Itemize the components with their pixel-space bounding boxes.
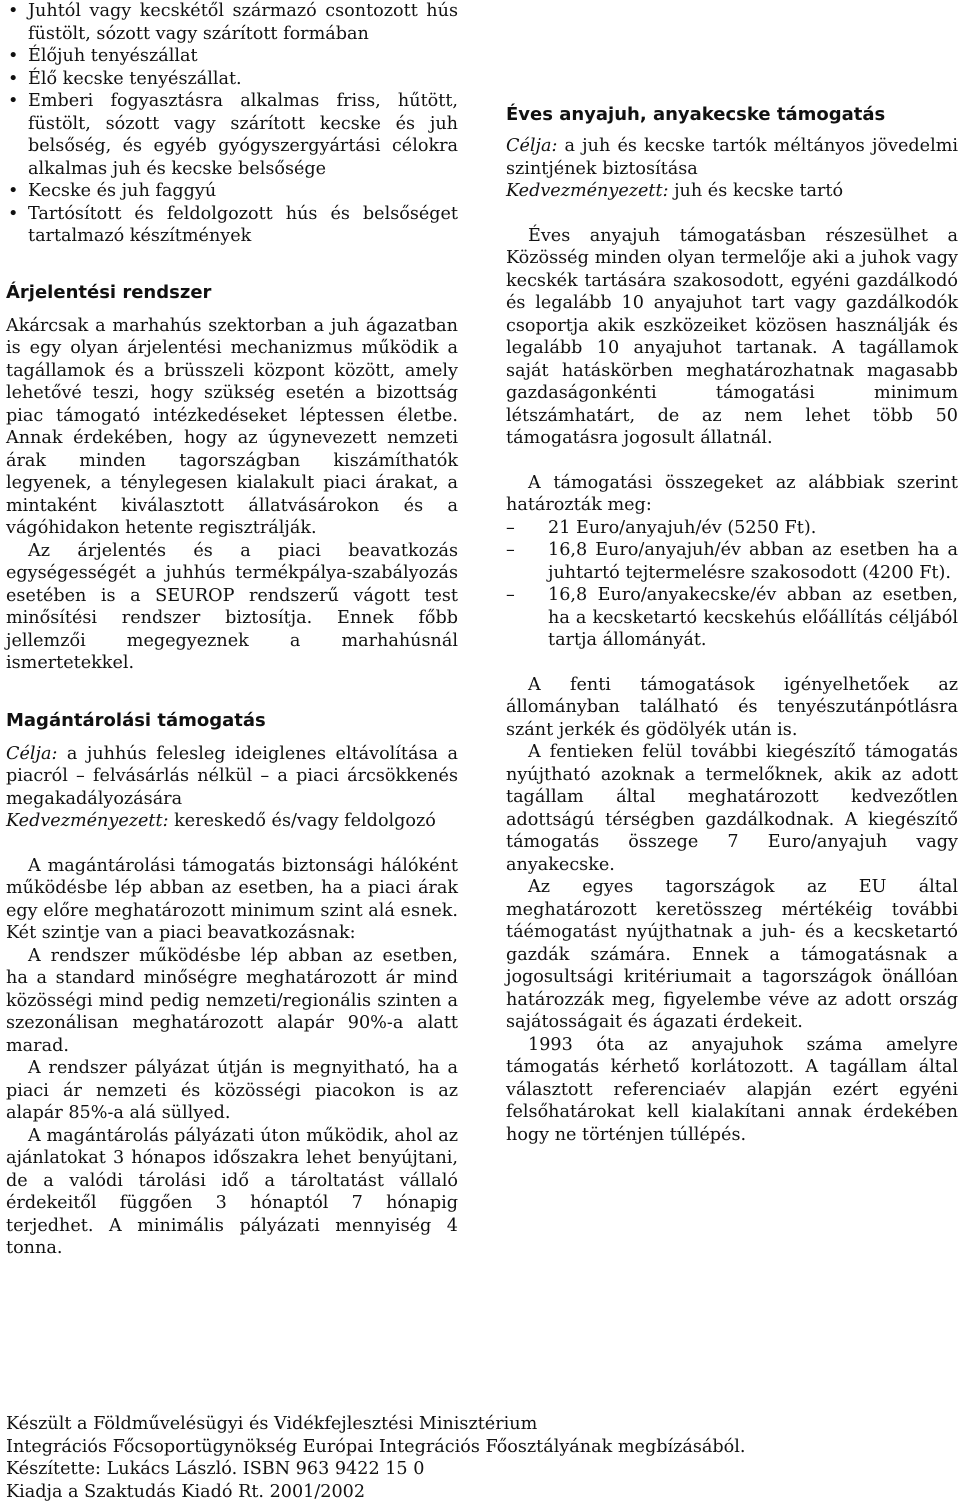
right-column [506, 103, 958, 1146]
footer-line: Kiadja a Szaktudás Kiadó Rt. 2001/2002 [6, 1481, 366, 1502]
section-heading-ewe-premium: Éves anyajuh, anyakecske támogatás [506, 104, 886, 125]
list-item: – 21 Euro/anyajuh/év (5250 Ft). [506, 517, 958, 540]
list-item: – 16,8 Euro/anyakecske/év abban az esetben, ha a kecsketartó kecskehús előállítás céljából tartja állományát. [506, 584, 958, 652]
beneficiary-text: juh és kecske tartó [674, 181, 844, 201]
list-item: – 16,8 Euro/anyajuh/év abban az esetben ha a juhtartó tejtermelésre szakosodott (4200 Ft). [506, 539, 958, 584]
paragraph: A magántárolási támogatás biztonsági hálóként működésbe lép abban az esetben, ha a piaci árak egy előre meghatározott minimum szint alá esnek. Két szintje van a piaci beavatkozásnak: [6, 855, 458, 943]
beneficiary-text: kereskedő és/vagy feldolgozó [174, 811, 436, 831]
left-column [6, 0, 458, 1260]
footer-line: Készült a Földművelésügyi és Vidékfejlesztési Minisztérium [6, 1414, 538, 1434]
amount-dash-list [506, 517, 958, 652]
beneficiary-label: Kedvezményezett: [506, 181, 669, 201]
footer-line: Integrációs Főcsoportügynökség Európai Integrációs Főosztályának megbízásából. [6, 1436, 746, 1457]
paragraph: A támogatási összegeket az alábbiak szerint határozták meg: [506, 472, 958, 515]
paragraph: A magántárolás pályázati úton működik, ahol az ajánlatokat 3 hónapos időszakra lehet benyújtani, de a valódi tárolási idő a tároltatást vállaló érdekeitől függően 3 hónaptól 7 hónapig terjedhet. A minimális pályázati mennyiség 4 tonna. [6, 1125, 458, 1258]
goal-text: a juh és kecske tartók méltányos jövedelmi szintjének biztosítása [506, 136, 959, 179]
beneficiary-line [506, 180, 958, 203]
beneficiary-label: Kedvezményezett: [6, 811, 169, 831]
paragraph: A fentieken felül további kiegészítő támogatás nyújtható azoknak a termelőknek, akik az adott tagállam által meghatározott kedvezőtlen adottságú térségben gazdálkodnak. A kiegészítő támogatás összege 7 Euro/anyajuh vagy anyakecske. [506, 742, 958, 875]
list-item: • Juhtól vagy kecskétől származó csontozott hús füstölt, sózott vagy szárított formában [6, 0, 458, 45]
list-item: • Tartósított és feldolgozott hús és belsőséget tartalmazó készítmények [6, 203, 458, 248]
goal-line [6, 743, 458, 811]
goal-label: Célja: [6, 743, 58, 764]
list-item: • Kecske és juh faggyú [6, 180, 458, 203]
section-heading-private-storage: Magántárolási támogatás [6, 709, 266, 731]
footer-line: Készítette: Lukács László. ISBN 963 9422 15 0 [6, 1459, 425, 1479]
paragraph: A rendszer pályázat útján is megnyitható, ha a piaci ár nemzeti és közösségi piacokon is az alapár 85%-a alá süllyed. [6, 1058, 458, 1123]
goal-line [506, 135, 958, 180]
beneficiary-line [6, 810, 458, 833]
goal-label: Célja: [506, 136, 558, 156]
section-heading-price-reporting: Árjelentési rendszer [6, 281, 212, 303]
paragraph: Éves anyajuh támogatásban részesülhet a Közösség minden olyan termelője aki a juhok vagy kecskék tartására szakosodott, egyéni gazdálkodó és legalább 10 anyajuhot tart vagy gazdálkodók csoportja akik eszközeiket közösen használják és legalább 10 anyajuhot tartanak. A tagállamok saját hatáskörben meghatározhatnak magasabb gazdaságonkénti támogatási minimum létszámhatárt, de az nem lehet több 50 támogatásra jogosult állatnál. [506, 225, 958, 448]
list-item: • Élőjuh tenyészállat [6, 45, 458, 68]
paragraph: A rendszer működésbe lép abban az esetben, ha a standard minőségre meghatározott ár mind közösségi mind pedig nemzeti/regionális szinten a szezonálisan meghatározott alapár 90%-a alatt marad. [6, 945, 458, 1056]
paragraph: A fenti támogatások igényelhetőek az állományban található és tenyészutánpótlásra szánt jerkék és gödölyék után is. [506, 674, 958, 740]
goal-text: a juhhús felesleg ideiglenes eltávolítása a piacról – felvásárlás nélkül – a piaci árcsökkenés megakadályozására [6, 743, 458, 809]
paragraph: Az egyes tagországok az EU által meghatározott keretösszeg mértékéig további táémogatást nyújthatnak a juh- és a kecsketartó gazdák számára. Ennek a támogatásnak a jogosultsági kritériumait a tagországok önállóan határozzák meg, figyelembe véve az adott ország sajátosságait és ágazati érdekeit. [506, 877, 958, 1032]
list-item: • Emberi fogyasztásra alkalmas friss, hűtött, füstölt, sózott vagy szárított kecske és juh belsőség, és egyéb gyógyszergyártási célokra alkalmas juh és kecske belsősége [6, 90, 458, 180]
product-bullet-list [6, 0, 458, 248]
list-item: • Élő kecske tenyészállat. [6, 68, 458, 91]
paragraph: Akárcsak a marhahús szektorban a juh ágazatban is egy olyan árjelentési mechanizmus működik a tagállamok és a brüsszeli központ között, amely lehetővé teszi, hogy szükség esetén a bizottság piac támogató intézkedéseket léptessen életbe. Annak érdekében, hogy az úgynevezett nemzeti árak minden tagországban kiszámíthatók legyenek, a ténylegesen kialakult piaci árakat, a mintaként kiválasztott állatvásárokon és a vágóhidakon hetente regisztrálják. [6, 315, 458, 538]
paragraph: Az árjelentés és a piaci beavatkozás egységességét a juhhús termékpálya-szabályozás esetében is a SEUROP rendszerű vágott test minősítési rendszer biztosítja. Ennek főbb jellemzői megegyeznek a marhahúsnál ismertetekkel. [6, 540, 458, 673]
imprint-footer [6, 1413, 946, 1503]
paragraph: 1993 óta az anyajuhok száma amelyre támogatás kérhető korlátozott. A tagállam által választott referenciaév alapján ezért egyéni felsőhatárokat kell kialakítani annak érdekében hogy ne történjen túllépés. [506, 1034, 958, 1145]
